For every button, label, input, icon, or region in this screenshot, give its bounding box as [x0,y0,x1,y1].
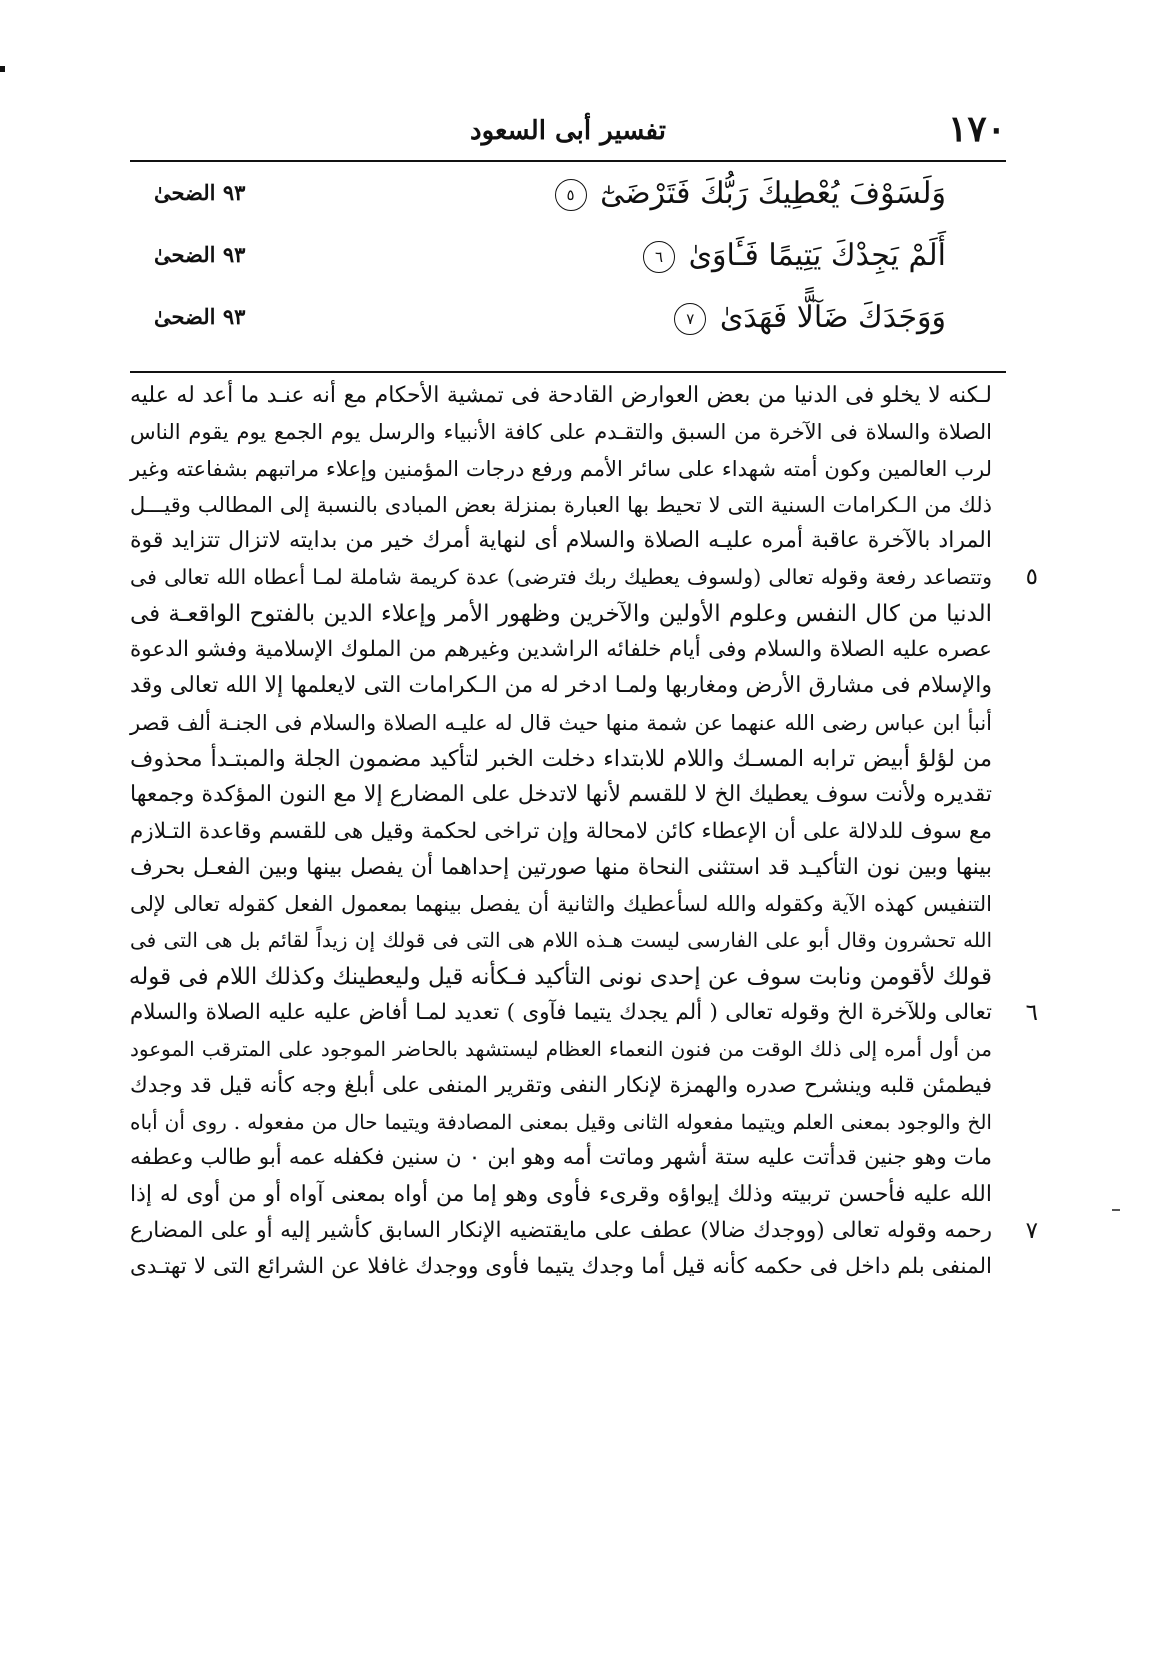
text-line [130,1031,992,1067]
verse-line-number: ٦ [1025,1000,1038,1027]
line-text: تعالى وللآخرة الخ وقوله تعالى ( ألم يجدك يتيما فآوى ) تعديد لمـا أفاض عليه عليه الصلاة والسلام [130,1000,992,1026]
page-header [130,108,1006,156]
text-line [130,487,992,523]
line-text: التنفيس كهذه الآية وكقوله والله لسأعطيك والثانية أن يفصل بينهما بمعمول الفعل كقوله تعالى لإلى [130,892,992,917]
text-line [130,1068,992,1104]
verse-row [130,234,1006,282]
line-text: رحمه وقوله تعالى (ووجدك ضالا) عطف على مايقتضيه الإنكار السابق كأشير إليه أو على المضارع [130,1217,992,1243]
text-line [130,378,992,414]
verse-text: أَلَمْ يَجِدْكَ يَتِيمًا فَـَٔاوَىٰ ٦ [643,238,946,273]
line-text: تقديره ولأنت سوف يعطيك الخ لا للقسم لأنها لاتدخل على المضارع إلا مع النون المؤكدة وجمعها [130,782,992,808]
surah-reference: ٩٣ الضحىٰ [154,242,246,267]
text-line [130,995,1038,1031]
text-line [130,886,992,922]
text-line [130,1140,992,1176]
line-text: بينها وبين نون التأكيـد قد استثنى النحاة منها صورتين إحداهما أن يفصل بينها وبين الفعـل بحرف [130,854,992,880]
line-text: والإسلام فى مشارق الأرض ومغاربها ولمـا ادخر له من الـكرامات التى لايعلمها إلا الله تعالى وقد [130,673,992,699]
text-line [130,1104,992,1140]
surah-reference: ٩٣ الضحىٰ [154,304,246,329]
line-text: من لؤلؤ أبيض ترابه المسـك واللام للابتداء دخلت الخبر لتأكيد مضمون الجلة والمبتـدأ محذوف [130,745,992,772]
text-line [130,559,1038,595]
line-text: المراد بالآخرة عاقبة أمره عليـه الصلاة والسلام أى لنهاية أمرك خير من بدايته لاتزال تتزايد قوة [130,528,992,554]
line-text: المنفى بلم داخل فى حكمه كأنه قيل أما وجدك يتيما فأوى ووجدك غافلا عن الشرائع التى لا تهتـدى [130,1254,992,1280]
section-rule [130,371,1006,373]
text-line [130,596,992,632]
text-line [130,777,992,813]
text-line [130,959,992,995]
text-line [130,705,992,741]
verse-number-marker: ٦ [643,241,675,273]
text-line [130,414,992,450]
line-text: من أول أمره إلى ذلك الوقت من فنون النعماء العظام ليستشهد بالحاضر الموجود على المترقب الموعود [130,1037,992,1062]
line-text: أنبأ ابن عباس رضى الله عنهما عن شمة منها حيث قال له عليـه الصلاة والسلام فى الجنـة ألف قصر [130,710,992,735]
header-rule [130,160,1006,162]
text-line [130,922,992,958]
commentary-body [128,378,1038,1285]
line-text: الدنيا من كال النفس وعلوم الأولين والآخرين وظهور الأمر وإعلاء الدين بالفتوح الواقعـة فى [130,600,992,627]
verse-number-marker: ٧ [674,303,706,335]
verse-row [130,172,1006,220]
scan-speck [0,66,5,72]
line-text: الخ والوجود بمعنى العلم ويتيما مفعوله الثانى وقيل بمعنى المصادفة ويتيما حال من مفعوله . روى أن أباه [130,1109,992,1134]
text-line [130,814,992,850]
line-text: عصره عليه الصلاة والسلام وفى أيام خلفائه الراشدين وغيرهم من الملوك الإسلامية وفشو الدعوة [130,637,992,663]
text-line [130,632,992,668]
margin-mark [1112,1209,1120,1211]
text-line [130,451,992,487]
text-line [130,1213,1038,1249]
surah-reference: ٩٣ الضحىٰ [154,180,246,205]
verse-row [130,296,1006,344]
text-line [130,668,992,704]
line-text: الله عليه فأحسن تربيته وذلك إيواؤه وقرىء فأوى وهو إما من أواه بمعنى آواه أو من أوى له إذا [130,1181,992,1207]
book-title: تفسير أبى السعود [470,116,666,146]
line-text: فيطمئن قلبه وينشرح صدره والهمزة لإنكار النفى وتقرير المنفى على أبلغ وجه كأنه قيل قد وجدك [130,1072,992,1098]
line-text: وتتصاعد رفعة وقوله تعالى (ولسوف يعطيك ربك فترضى) عدة كريمة شاملة لمـا أعطاه الله تعالى فى [130,565,992,590]
verse-line-number: ٥ [1025,564,1038,591]
line-text: قولك لأقومن ونابت سوف عن إحدى نونى التأكيد فـكأنه قيل وليعطينك وكذلك اللام فى قوله [128,963,992,990]
text-line [130,1249,992,1285]
text-line [130,741,992,777]
line-text: لرب العالمين وكون أمته شهداء على سائر الأمم ورفع درجات المؤمنين وإعلاء مراتبهم بشفاعته وغير [130,456,992,481]
page-number: ١٧٠ [947,108,1006,150]
line-text: الصلاة والسلاة فى الآخرة من السبق والتقـدم على كافة الأنبياء والرسل يوم الجمع يوم يقوم الناس [130,420,992,445]
line-text: ذلك من الـكرامات السنية التى لا تحيط بها العبارة بمنزلة بعض المبادى بالنسبة إلى المطالب وقيـــل [130,492,992,517]
text-line [130,1177,992,1213]
verse-number-marker: ٥ [555,179,587,211]
verse-line-number: ٧ [1025,1217,1038,1244]
verse-text: وَوَجَدَكَ ضَآلًّا فَهَدَىٰ ٧ [674,300,946,335]
text-line [130,523,992,559]
line-text: مات وهو جنين قدأتت عليه ستة أشهر وماتت أمه وهو ابن ٠ ن سنين فكفله عمه أبو طالب وعطفه [130,1145,992,1171]
line-text: لـكنه لا يخلو فى الدنيا من بعض العوارض القادحة فى تمشية الأحكام مع أنه عنـد ما أعد له عليه [130,383,992,408]
verse-text: وَلَسَوْفَ يُعْطِيكَ رَبُّكَ فَتَرْضَىٰٓ ٥ [555,176,946,211]
line-text: مع سوف للدلالة على أن الإعطاء كائن لامحالة وإن تراخى لحكمة وقيل هى للقسم وقاعدة التـلازم [130,818,992,844]
line-text: الله تحشرون وقال أبو على الفارسى ليست هـذه اللام هى التى فى قولك إن زيداً لقائم بل هى التى فى [130,928,992,953]
text-line [130,850,992,886]
